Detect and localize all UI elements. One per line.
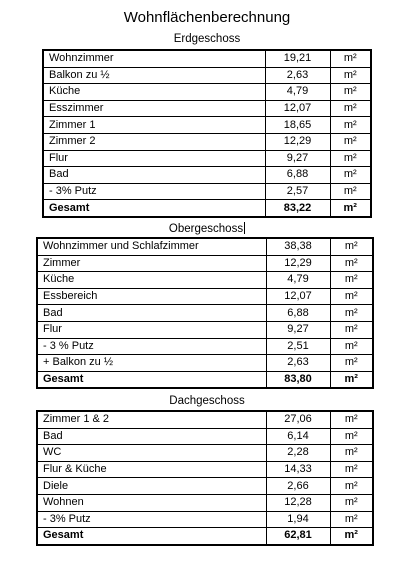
unit-label: m² bbox=[330, 167, 371, 184]
unit-label: m² bbox=[330, 445, 373, 462]
room-label: Diele bbox=[37, 478, 266, 495]
area-value: 1,94 bbox=[266, 511, 330, 528]
room-label: Bad bbox=[37, 428, 266, 445]
table-row bbox=[43, 117, 371, 134]
unit-label: m² bbox=[330, 461, 373, 478]
table-row bbox=[43, 50, 371, 67]
unit-label: m² bbox=[330, 288, 373, 305]
room-label: Essbereich bbox=[37, 288, 266, 305]
room-label: Zimmer 1 & 2 bbox=[37, 411, 266, 428]
table-row bbox=[43, 183, 371, 200]
total-label: Gesamt bbox=[37, 528, 266, 545]
area-value: 2,51 bbox=[266, 338, 330, 355]
unit-label: m² bbox=[330, 305, 373, 322]
area-value: 12,29 bbox=[265, 133, 330, 150]
area-value: 2,63 bbox=[265, 67, 330, 84]
table-row bbox=[37, 461, 373, 478]
room-label: Flur bbox=[43, 150, 265, 167]
table-row bbox=[37, 338, 373, 355]
table-row bbox=[43, 100, 371, 117]
room-label: Flur bbox=[37, 321, 266, 338]
unit-label: m² bbox=[330, 338, 373, 355]
area-value: 2,57 bbox=[265, 183, 330, 200]
table-row bbox=[37, 288, 373, 305]
unit-label: m² bbox=[330, 321, 373, 338]
area-value: 12,28 bbox=[266, 494, 330, 511]
total-row bbox=[37, 528, 373, 545]
table-row bbox=[37, 355, 373, 372]
total-row bbox=[43, 200, 371, 217]
room-label: + Balkon zu ½ bbox=[37, 355, 266, 372]
section-heading-erdgeschoss: Erdgeschoss bbox=[173, 33, 241, 45]
total-value: 83,80 bbox=[266, 371, 330, 388]
room-label: Wohnzimmer bbox=[43, 50, 265, 67]
area-value: 4,79 bbox=[266, 272, 330, 289]
area-value: 6,88 bbox=[266, 305, 330, 322]
unit-label: m² bbox=[330, 355, 373, 372]
room-label: Esszimmer bbox=[43, 100, 265, 117]
table-row bbox=[37, 272, 373, 289]
area-value: 12,07 bbox=[265, 100, 330, 117]
unit-label: m² bbox=[330, 133, 371, 150]
table-erdgeschoss bbox=[42, 49, 372, 218]
area-value: 38,38 bbox=[266, 238, 330, 255]
table-row bbox=[37, 445, 373, 462]
total-value: 83,22 bbox=[265, 200, 330, 217]
section-heading-dachgeschoss: Dachgeschoss bbox=[169, 395, 245, 407]
room-label: WC bbox=[37, 445, 266, 462]
table-row bbox=[37, 428, 373, 445]
total-row bbox=[37, 371, 373, 388]
unit-label: m² bbox=[330, 183, 371, 200]
area-value: 27,06 bbox=[266, 411, 330, 428]
unit-label: m² bbox=[330, 528, 373, 545]
unit-label: m² bbox=[330, 411, 373, 428]
table-dachgeschoss bbox=[36, 410, 374, 546]
table-row bbox=[37, 478, 373, 495]
area-value: 2,28 bbox=[266, 445, 330, 462]
area-value: 2,66 bbox=[266, 478, 330, 495]
area-value: 18,65 bbox=[265, 117, 330, 134]
room-label: Zimmer bbox=[37, 255, 266, 272]
unit-label: m² bbox=[330, 150, 371, 167]
room-label: Zimmer 1 bbox=[43, 117, 265, 134]
unit-label: m² bbox=[330, 272, 373, 289]
table-row bbox=[43, 84, 371, 101]
table-row bbox=[37, 411, 373, 428]
document-title: Wohnflächenberechnung bbox=[123, 9, 291, 26]
room-label: - 3% Putz bbox=[43, 183, 265, 200]
area-value: 2,63 bbox=[266, 355, 330, 372]
area-value: 4,79 bbox=[265, 84, 330, 101]
table-row bbox=[37, 238, 373, 255]
unit-label: m² bbox=[330, 67, 371, 84]
room-label: Bad bbox=[37, 305, 266, 322]
area-value: 19,21 bbox=[265, 50, 330, 67]
unit-label: m² bbox=[330, 494, 373, 511]
unit-label: m² bbox=[330, 117, 371, 134]
unit-label: m² bbox=[330, 478, 373, 495]
unit-label: m² bbox=[330, 255, 373, 272]
room-label: Bad bbox=[43, 167, 265, 184]
unit-label: m² bbox=[330, 371, 373, 388]
room-label: Küche bbox=[37, 272, 266, 289]
table-row bbox=[37, 305, 373, 322]
total-label: Gesamt bbox=[37, 371, 266, 388]
total-label: Gesamt bbox=[43, 200, 265, 217]
table-row bbox=[43, 150, 371, 167]
unit-label: m² bbox=[330, 50, 371, 67]
unit-label: m² bbox=[330, 238, 373, 255]
area-value: 14,33 bbox=[266, 461, 330, 478]
area-value: 6,88 bbox=[265, 167, 330, 184]
area-value: 12,07 bbox=[266, 288, 330, 305]
section-heading-obergeschoss bbox=[0, 222, 414, 236]
table-row bbox=[37, 511, 373, 528]
unit-label: m² bbox=[330, 100, 371, 117]
room-label: Küche bbox=[43, 84, 265, 101]
area-value: 9,27 bbox=[266, 321, 330, 338]
unit-label: m² bbox=[330, 428, 373, 445]
room-label: Wohnzimmer und Schlafzimmer bbox=[37, 238, 266, 255]
room-label: Zimmer 2 bbox=[43, 133, 265, 150]
table-row bbox=[37, 255, 373, 272]
table-row bbox=[43, 167, 371, 184]
room-label: Balkon zu ½ bbox=[43, 67, 265, 84]
room-label: - 3% Putz bbox=[37, 511, 266, 528]
section-heading-text: Obergeschoss bbox=[168, 223, 244, 235]
unit-label: m² bbox=[330, 84, 371, 101]
table-row bbox=[37, 321, 373, 338]
table-row bbox=[37, 494, 373, 511]
unit-label: m² bbox=[330, 511, 373, 528]
text-cursor bbox=[244, 222, 245, 234]
table-row bbox=[43, 133, 371, 150]
area-value: 12,29 bbox=[266, 255, 330, 272]
area-value: 6,14 bbox=[266, 428, 330, 445]
unit-label: m² bbox=[330, 200, 371, 217]
room-label: Flur & Küche bbox=[37, 461, 266, 478]
room-label: Wohnen bbox=[37, 494, 266, 511]
table-obergeschoss bbox=[36, 237, 374, 389]
area-value: 9,27 bbox=[265, 150, 330, 167]
table-row bbox=[43, 67, 371, 84]
total-value: 62,81 bbox=[266, 528, 330, 545]
room-label: - 3 % Putz bbox=[37, 338, 266, 355]
